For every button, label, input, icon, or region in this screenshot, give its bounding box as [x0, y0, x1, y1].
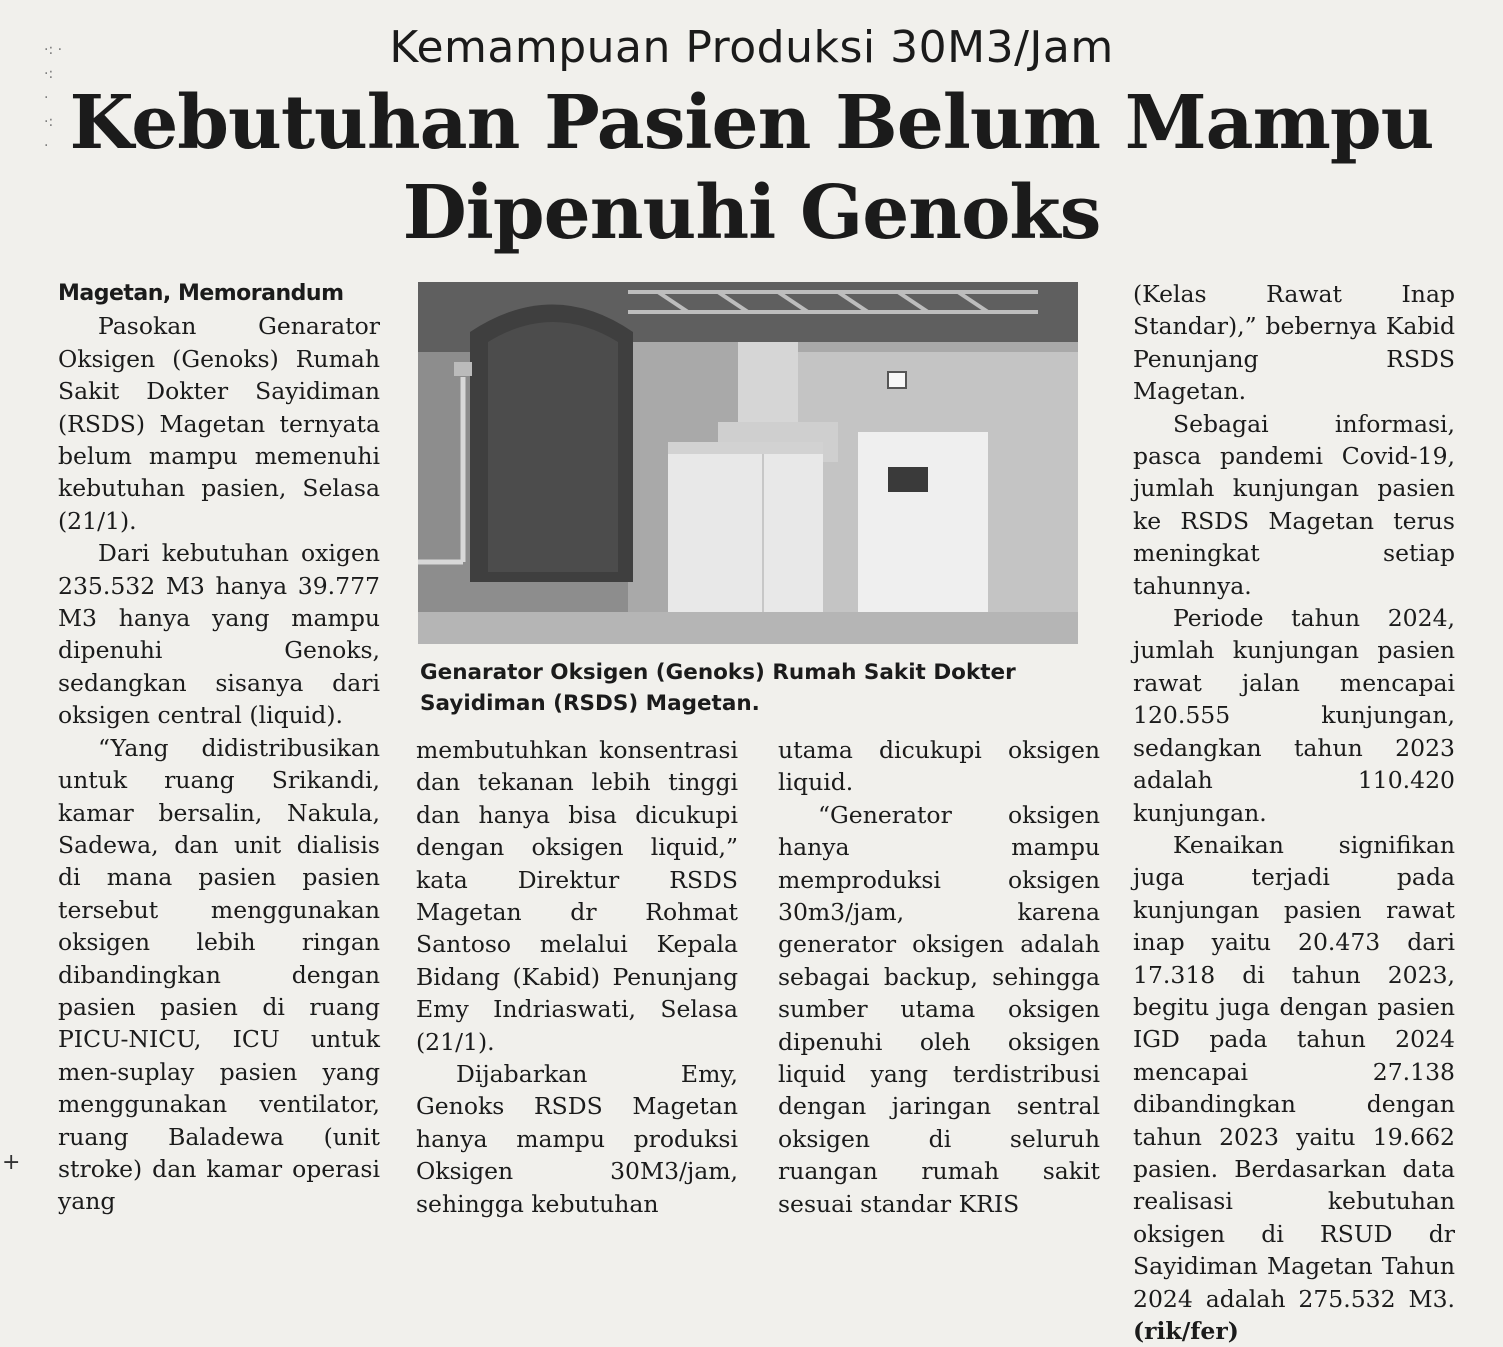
paragraph-text: Kenaikan signifikan juga terjadi pada kunjungan pasien rawat inap yaitu 20.473 dari 17.318 di tahun 2023, begitu juga dengan pasien IGD pada tahun 2024 mencapai 27.138 dibandingkan dengan tahun 2023 yaitu 19.662 pasien. Berdasarkan data realisasi kebutuhan oksigen di RSUD dr Sayidiman Magetan Tahun 2024 adalah 275.532 M3. — [1133, 830, 1455, 1313]
paragraph: (Kelas Rawat Inap Standar),” bebernya Kabid Penunjang RSDS Magetan. — [1133, 280, 1455, 406]
crop-mark: + — [2, 1150, 21, 1175]
paragraph: utama dicukupi oksigen liquid. — [778, 736, 1100, 797]
author-signoff: (rik/fer) — [1133, 1317, 1239, 1345]
paragraph: Pasokan Genarator Oksigen (Genoks) Rumah Sakit Dokter Sayidiman (RSDS) Magetan ternyata belum mampu memenuhi kebutuhan pasien, Selasa (21/1). — [58, 312, 380, 535]
article-headline: Kebutuhan Pasien Belum Mampu Dipenuhi Genoks — [69, 80, 1434, 256]
photo-caption: Genarator Oksigen (Genoks) Rumah Sakit Dokter Sayidiman (RSDS) Magetan. — [420, 660, 1016, 716]
margin-artifacts: ·: · ·: · ·: · — [44, 42, 63, 154]
paragraph: “Generator oksigen hanya mampu memproduksi oksigen 30m3/jam, karena generator oksigen adalah sebagai backup, sehingga sumber utama oksigen dipenuhi oleh oksigen liquid yang terdistribusi dengan jaringan sentral oksigen di seluruh ruangan rumah sakit sesuai standar KRIS — [778, 800, 1100, 1218]
article-kicker: Kemampuan Produksi 30M3/Jam — [389, 22, 1114, 73]
column-1 — [58, 278, 380, 1218]
paragraph: “Yang didistribusikan untuk ruang Srikandi, kamar bersalin, Nakula, Sadewa, dan unit dialisis di mana pasien pasien tersebut menggunakan oksigen lebih ringan dibandingkan dengan pasien pasien di ruang PICU-NICU, ICU untuk men-suplay pasien yang menggunakan ventilator, ruang Baladewa (unit stroke) dan kamar operasi yang — [58, 733, 380, 1216]
paragraph: Dari kebutuhan oxigen 235.532 M3 hanya 39.777 M3 hanya yang mampu dipenuhi Genoks, sedangkan sisanya dari oksigen central (liquid). — [58, 539, 380, 730]
column-2 — [416, 734, 738, 1220]
paragraph — [1133, 829, 1455, 1347]
column-3 — [778, 734, 1100, 1220]
genoks-photo — [418, 282, 1078, 644]
dateline: Magetan, Memorandum — [58, 281, 344, 306]
paragraph: Sebagai informasi, pasca pandemi Covid-19, jumlah kunjungan pasien ke RSDS Magetan terus meningkat setiap tahunnya. — [1133, 409, 1455, 600]
oxygen-generator-illustration — [418, 282, 1078, 644]
paragraph: Dijabarkan Emy, Genoks RSDS Magetan hanya mampu produksi Oksigen 30M3/jam, sehingga kebutuhan — [416, 1060, 738, 1218]
paragraph: Periode tahun 2024, jumlah kunjungan pasien rawat jalan mencapai 120.555 kunjungan, sedangkan tahun 2023 adalah 110.420 kunjungan. — [1133, 604, 1455, 827]
paragraph: membutuhkan konsentrasi dan tekanan lebih tinggi dan hanya bisa dicukupi dengan oksigen liquid,” kata Direktur RSDS Magetan dr Rohmat Santoso melalui Kepala Bidang (Kabid) Penunjang Emy Indriaswati, Selasa (21/1). — [416, 736, 738, 1056]
